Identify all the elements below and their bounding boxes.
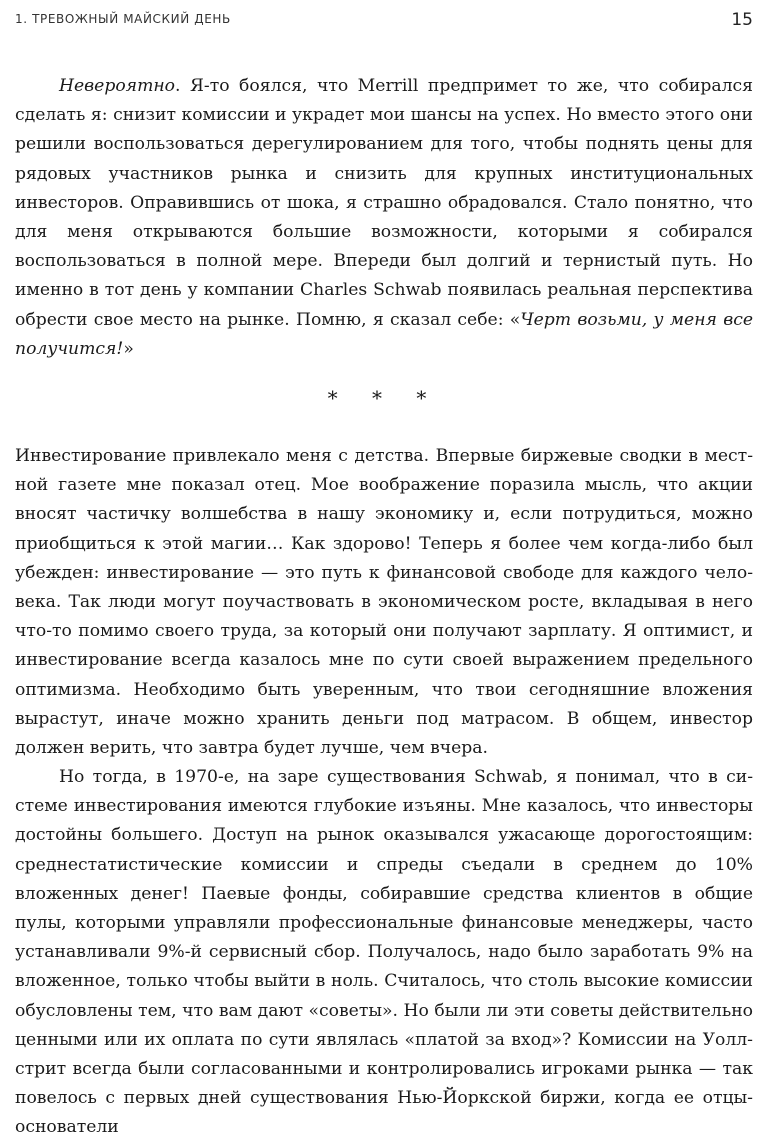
running-head bbox=[15, 10, 753, 30]
paragraph-2 bbox=[15, 442, 753, 763]
paragraph-3 bbox=[15, 763, 753, 1143]
paragraph-1 bbox=[15, 72, 753, 364]
paragraph-3-text: Но тогда, в 1970-е, на заре существования Schwab, я понимал, что в системе инвестирования имеются глубокие изъяны. Мне казалось, что инвесторы достойны большего. Доступ на рынок оказывался ужасающе дорогостоящим: среднестатистические комиссии и спреды съедали в среднем до 10% вложенных денег! Паевые фонды, собиравшие средства клиентов в общие пулы, которыми управляли профессиональные финансовые менеджеры, часто устанавливали 9%-й сервисный сбор. Получалось, надо было заработать 9% на вложенное, только чтобы выйти в ноль. Считалось, что столь высокие комиссии обусловлены тем, что вам дают «советы». Но были ли эти советы действительно ценными или их оплата по сути являлась «платой за вход»? Комиссии на Уолл-стрит всегда были согласованными и контролировались игроками рынка — так повелось с первых дней существования Нью-Йоркской биржи, когда ее отцы-основатели bbox=[15, 767, 753, 1138]
paragraph-1-body: . Я-то боялся, что Merrill предпримет то же, что собирался сделать я: снизит комиссии и украдет мои шансы на успех. Но вместо этого они решили воспользоваться дерегулированием для того, чтобы поднять цены для рядовых участников рынка и снизить для крупных институциональных инвесторов. Оправившись от шока, я страшно обрадовался. Стало понятно, что для меня открываются большие возможности, которыми я собирался воспользоваться в полной мере. Впереди был долгий и тернистый путь. Но именно в тот день у компании Charles Schwab появилась реальная перспектива обрести свое место на рынке. Помню, я сказал себе: « bbox=[15, 76, 753, 330]
chapter-title: 1. ТРЕВОЖНЫЙ МАЙСКИЙ ДЕНЬ bbox=[15, 12, 231, 26]
paragraph-1-text bbox=[15, 72, 753, 364]
page-number: 15 bbox=[731, 10, 753, 30]
paragraph-2-text: Инвестирование привлекало меня с детства. Впервые биржевые сводки в местной газете мне показал отец. Мое воображение поразила мысль, что акции вносят частичку волшебства в нашу экономику и, если потрудиться, можно приобщиться к этой магии… Как здорово! Теперь я более чем когда-либо был убежден: инвестирование — это путь к финансовой свободе для каждого человека. Так люди могут поучаствовать в экономическом росте, вкладывая в него что-то помимо своего труда, за который они получают зарплату. Я оптимист, и инвестирование всегда казалось мне по сути своей выражением предельного оптимизма. Необходимо быть уверенным, что твои сегодняшние вложения вырастут, иначе можно хранить деньги под матрасом. В общем, инвестор должен верить, что завтра будет лучше, чем вчера. bbox=[15, 446, 753, 759]
book-page bbox=[15, 0, 753, 1138]
section-separator: * * * bbox=[327, 386, 441, 410]
paragraph-1-quote-close: » bbox=[123, 338, 134, 359]
paragraph-1-lead: Невероятно bbox=[59, 76, 176, 96]
paragraph-1-quote: Черт возьми, у меня все получится! bbox=[15, 309, 753, 359]
